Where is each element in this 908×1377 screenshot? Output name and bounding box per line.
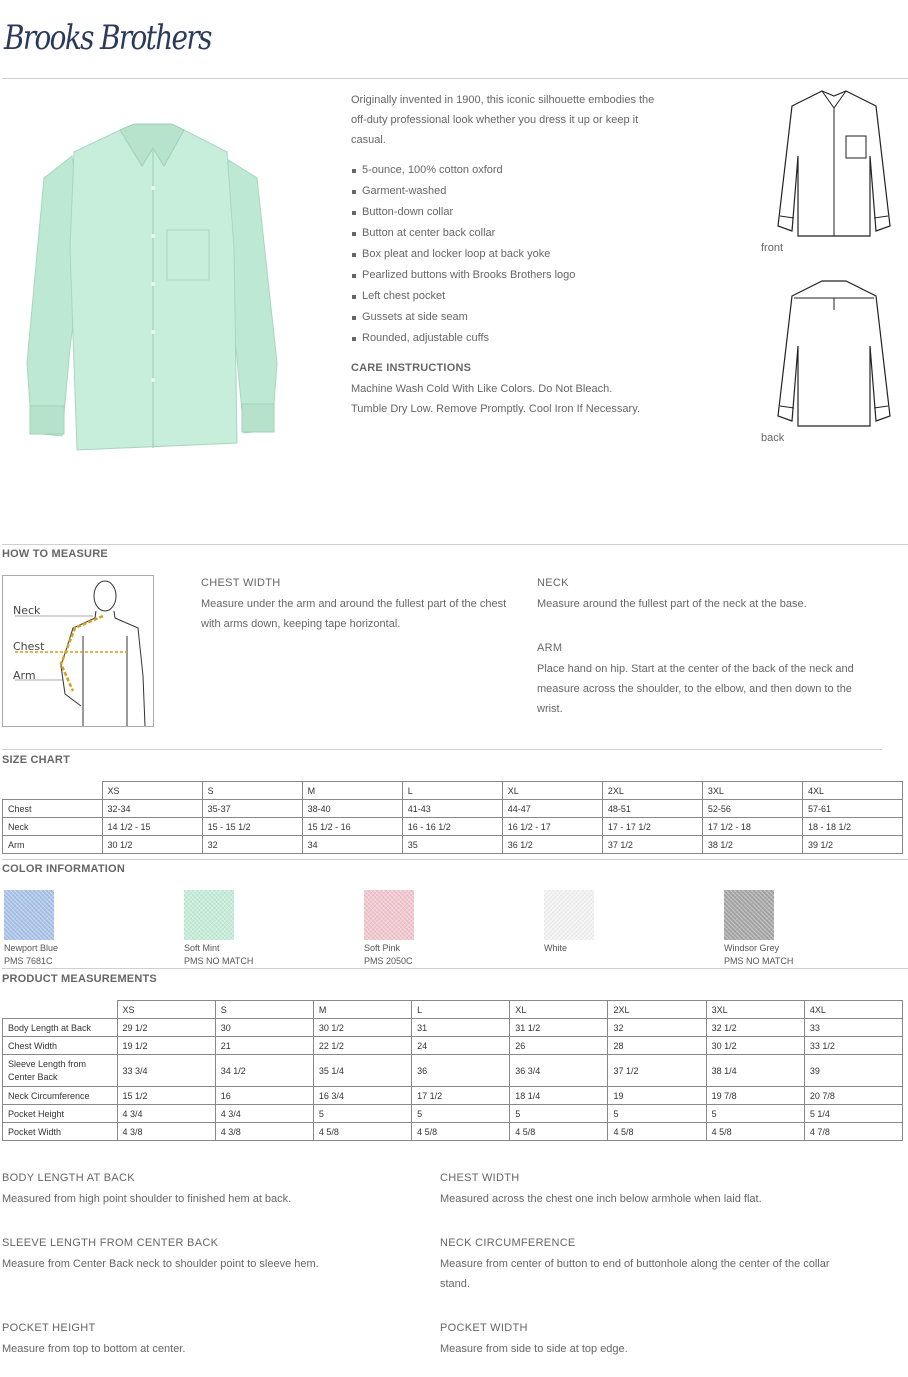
color-swatch-windsor-grey	[724, 890, 774, 940]
figure-label-neck: Neck	[13, 604, 41, 617]
size-header: L	[412, 1001, 510, 1019]
table-row	[3, 836, 903, 854]
table-cell: 16 1/2 - 17	[502, 818, 602, 836]
table-cell: 48-51	[602, 800, 702, 818]
table-cell: 39	[804, 1055, 902, 1087]
chest-width-text: Measure under the arm and around the fullest part of the chest with arms down, keeping tape horizontal.	[201, 598, 507, 630]
feature-item: Left chest pocket	[351, 288, 575, 309]
feature-item: Button-down collar	[351, 204, 575, 225]
table-row	[3, 800, 903, 818]
row-label: Chest	[3, 800, 103, 818]
size-chart-table	[2, 781, 903, 854]
definition-text: Measure from Center Back neck to shoulder point to sleeve hem.	[2, 1258, 319, 1270]
size-header: 2XL	[602, 782, 702, 800]
table-cell: 52-56	[702, 800, 802, 818]
color-name: White	[544, 943, 568, 953]
care-title: CARE INSTRUCTIONS	[351, 362, 472, 374]
table-cell: 4 3/4	[117, 1105, 215, 1123]
table-cell: 36 1/2	[502, 836, 602, 854]
product-photo	[22, 118, 292, 458]
row-label: Body Length at Back	[3, 1019, 118, 1037]
table-cell: 34 1/2	[215, 1055, 313, 1087]
table-row	[3, 1037, 903, 1055]
feature-item: Gussets at side seam	[351, 309, 575, 330]
color-swatch-soft-mint	[184, 890, 234, 940]
table-cell: 32	[608, 1019, 706, 1037]
table-header-row	[3, 782, 903, 800]
table-cell: 30 1/2	[313, 1019, 411, 1037]
table-cell: 16 3/4	[313, 1087, 411, 1105]
arm-title: ARM	[537, 642, 563, 654]
table-cell: 19 1/2	[117, 1037, 215, 1055]
row-label: Sleeve Length from Center Back	[3, 1055, 118, 1087]
size-header: M	[313, 1001, 411, 1019]
color-swatch-soft-pink	[364, 890, 414, 940]
size-header: S	[202, 782, 302, 800]
definition-text: Measured from high point shoulder to finished hem at back.	[2, 1193, 292, 1205]
feature-list	[351, 162, 575, 351]
table-cell: 4 5/8	[510, 1123, 608, 1141]
table-cell: 4 5/8	[313, 1123, 411, 1141]
table-cell: 5	[706, 1105, 804, 1123]
table-cell: 34	[302, 836, 402, 854]
feature-item: Button at center back collar	[351, 225, 575, 246]
table-cell: 33	[804, 1019, 902, 1037]
definition-title: SLEEVE LENGTH FROM CENTER BACK	[2, 1237, 219, 1249]
table-cell: 36	[412, 1055, 510, 1087]
table-cell: 16 - 16 1/2	[402, 818, 502, 836]
feature-item: Pearlized buttons with Brooks Brothers logo	[351, 267, 575, 288]
definition-text: Measure from side to side at top edge.	[440, 1343, 628, 1355]
front-label: front	[761, 242, 784, 254]
figure-label-chest: Chest	[13, 640, 45, 653]
row-label: Arm	[3, 836, 103, 854]
table-cell: 36 3/4	[510, 1055, 608, 1087]
table-cell: 38 1/4	[706, 1055, 804, 1087]
row-label: Neck Circumference	[3, 1087, 118, 1105]
definition-title: POCKET WIDTH	[440, 1322, 528, 1334]
table-cell: 18 - 18 1/2	[802, 818, 902, 836]
definition-title: CHEST WIDTH	[440, 1172, 520, 1184]
table-cell: 37 1/2	[602, 836, 702, 854]
size-header: XL	[502, 782, 602, 800]
color-name: Soft Mint	[184, 943, 220, 953]
size-header: 2XL	[608, 1001, 706, 1019]
table-cell: 4 5/8	[706, 1123, 804, 1141]
table-cell: 19	[608, 1087, 706, 1105]
color-name: Newport Blue	[4, 943, 59, 953]
care-line-1: Machine Wash Cold With Like Colors. Do Not Bleach.	[351, 383, 613, 395]
definition-title: BODY LENGTH AT BACK	[2, 1172, 135, 1184]
table-cell: 5 1/4	[804, 1105, 902, 1123]
table-cell: 17 1/2 - 18	[702, 818, 802, 836]
table-cell: 14 1/2 - 15	[102, 818, 202, 836]
table-row	[3, 1105, 903, 1123]
table-cell: 4 5/8	[412, 1123, 510, 1141]
table-cell: 41-43	[402, 800, 502, 818]
table-row	[3, 1055, 903, 1087]
table-row	[3, 1087, 903, 1105]
table-cell: 38 1/2	[702, 836, 802, 854]
table-cell: 35 1/4	[313, 1055, 411, 1087]
table-cell: 4 3/4	[215, 1105, 313, 1123]
table-cell: 38-40	[302, 800, 402, 818]
table-cell: 5	[608, 1105, 706, 1123]
header-divider	[2, 78, 908, 79]
row-label: Neck	[3, 818, 103, 836]
table-cell: 5	[510, 1105, 608, 1123]
table-cell: 33 3/4	[117, 1055, 215, 1087]
table-cell: 29 1/2	[117, 1019, 215, 1037]
table-cell: 30	[215, 1019, 313, 1037]
table-cell: 15 1/2 - 16	[302, 818, 402, 836]
table-cell: 17 - 17 1/2	[602, 818, 702, 836]
table-cell: 15 1/2	[117, 1087, 215, 1105]
table-cell: 5	[412, 1105, 510, 1123]
color-pms: PMS 2050C	[364, 956, 413, 966]
table-row	[3, 1019, 903, 1037]
brand-logo: Brooks Brothers	[4, 18, 211, 58]
table-cell: 15 - 15 1/2	[202, 818, 302, 836]
table-cell: 16	[215, 1087, 313, 1105]
table-cell: 33 1/2	[804, 1037, 902, 1055]
definition-text: Measure from center of button to end of buttonhole along the center of the collar stand.	[440, 1258, 830, 1290]
table-cell: 44-47	[502, 800, 602, 818]
table-cell: 19 7/8	[706, 1087, 804, 1105]
table-corner-cell	[3, 782, 103, 800]
size-header: 3XL	[702, 782, 802, 800]
table-header-row	[3, 1001, 903, 1019]
table-row	[3, 818, 903, 836]
row-label: Chest Width	[3, 1037, 118, 1055]
size-header: XS	[102, 782, 202, 800]
definition-text: Measured across the chest one inch below armhole when laid flat.	[440, 1193, 762, 1205]
table-row	[3, 1123, 903, 1141]
feature-item: Garment-washed	[351, 183, 575, 204]
table-cell: 18 1/4	[510, 1087, 608, 1105]
table-cell: 37 1/2	[608, 1055, 706, 1087]
chest-width-title: CHEST WIDTH	[201, 577, 281, 589]
color-name: Soft Pink	[364, 943, 401, 953]
table-cell: 5	[313, 1105, 411, 1123]
table-cell: 39 1/2	[802, 836, 902, 854]
row-label: Pocket Width	[3, 1123, 118, 1141]
definition-title: NECK CIRCUMFERENCE	[440, 1237, 576, 1249]
table-cell: 4 3/8	[117, 1123, 215, 1141]
divider	[2, 749, 882, 750]
table-cell: 28	[608, 1037, 706, 1055]
table-cell: 4 5/8	[608, 1123, 706, 1141]
divider	[2, 859, 908, 860]
product-measurements-table	[2, 1000, 903, 1141]
front-flat-sketch	[772, 86, 897, 241]
color-pms: PMS NO MATCH	[184, 956, 254, 966]
table-cell: 30 1/2	[706, 1037, 804, 1055]
how-to-measure-title: HOW TO MEASURE	[2, 548, 108, 560]
neck-text: Measure around the fullest part of the neck at the base.	[537, 598, 807, 610]
table-cell: 31 1/2	[510, 1019, 608, 1037]
color-name: Windsor Grey	[724, 943, 780, 953]
table-cell: 32 1/2	[706, 1019, 804, 1037]
table-corner-cell	[3, 1001, 118, 1019]
table-cell: 4 7/8	[804, 1123, 902, 1141]
color-pms: PMS NO MATCH	[724, 956, 794, 966]
feature-item: Rounded, adjustable cuffs	[351, 330, 575, 351]
table-cell: 17 1/2	[412, 1087, 510, 1105]
table-cell: 26	[510, 1037, 608, 1055]
row-label: Pocket Height	[3, 1105, 118, 1123]
color-pms: PMS 7681C	[4, 956, 53, 966]
table-cell: 4 3/8	[215, 1123, 313, 1141]
definition-text: Measure from top to bottom at center.	[2, 1343, 186, 1355]
color-info-title: COLOR INFORMATION	[2, 863, 125, 875]
color-swatch-newport-blue	[4, 890, 54, 940]
definition-title: POCKET HEIGHT	[2, 1322, 96, 1334]
size-header: S	[215, 1001, 313, 1019]
table-cell: 31	[412, 1019, 510, 1037]
table-cell: 22 1/2	[313, 1037, 411, 1055]
size-header: XS	[117, 1001, 215, 1019]
size-header: L	[402, 782, 502, 800]
table-cell: 21	[215, 1037, 313, 1055]
care-line-2: Tumble Dry Low. Remove Promptly. Cool Iron If Necessary.	[351, 403, 640, 415]
table-cell: 57-61	[802, 800, 902, 818]
neck-title: NECK	[537, 577, 569, 589]
feature-item: 5-ounce, 100% cotton oxford	[351, 162, 575, 183]
product-description: Originally invented in 1900, this iconic silhouette embodies the off-duty professional look whether you dress it up or keep it casual.	[351, 94, 655, 146]
table-cell: 20 7/8	[804, 1087, 902, 1105]
back-flat-sketch	[772, 276, 897, 431]
product-measurements-title: PRODUCT MEASUREMENTS	[2, 973, 157, 985]
size-header: XL	[510, 1001, 608, 1019]
size-chart-title: SIZE CHART	[2, 754, 70, 766]
table-cell: 35-37	[202, 800, 302, 818]
divider	[2, 968, 908, 969]
table-cell: 30 1/2	[102, 836, 202, 854]
table-cell: 35	[402, 836, 502, 854]
table-cell: 32-34	[102, 800, 202, 818]
arm-text: Place hand on hip. Start at the center of the back of the neck and measure across the shoulder, to the elbow, and then down to the wrist.	[537, 663, 854, 715]
divider	[2, 544, 908, 545]
table-cell: 24	[412, 1037, 510, 1055]
back-label: back	[761, 432, 785, 444]
size-header: 3XL	[706, 1001, 804, 1019]
size-header: 4XL	[804, 1001, 902, 1019]
figure-label-arm: Arm	[13, 669, 36, 682]
color-swatch-white	[544, 890, 594, 940]
size-header: M	[302, 782, 402, 800]
feature-item: Box pleat and locker loop at back yoke	[351, 246, 575, 267]
table-cell: 32	[202, 836, 302, 854]
measure-figure	[2, 575, 154, 727]
size-header: 4XL	[802, 782, 902, 800]
